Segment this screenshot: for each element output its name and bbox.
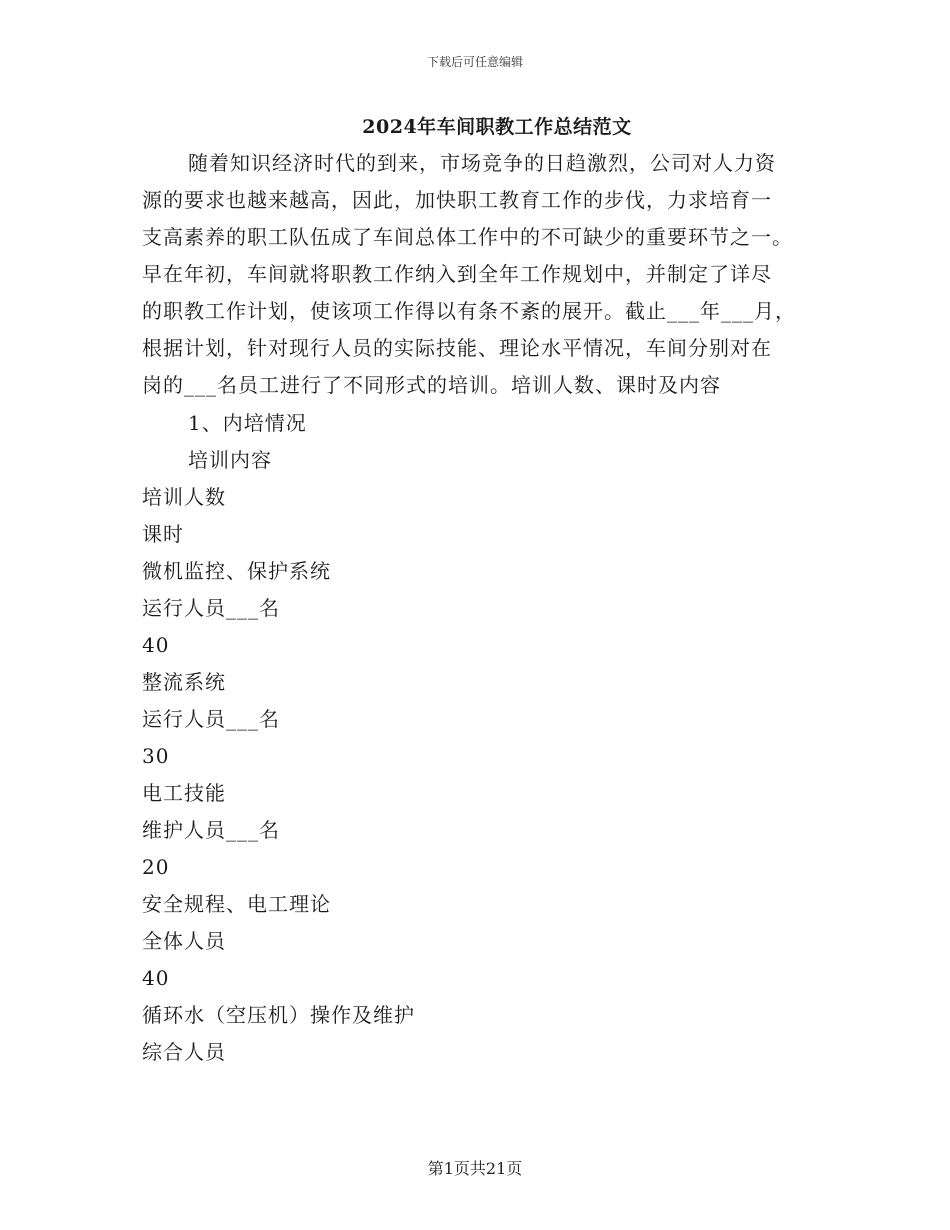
intro-line: 岗的___名员工进行了不同形式的培训。培训人数、课时及内容 <box>142 373 721 397</box>
training-people: 运行人员___名 <box>142 707 280 731</box>
column-heading-people: 培训人数 <box>142 485 226 509</box>
training-hours: 40 <box>142 966 170 990</box>
training-hours: 40 <box>142 633 170 657</box>
page-header: 下载后可任意编辑 <box>426 55 523 69</box>
intro-line: 支高素养的职工队伍成了车间总体工作中的不可缺少的重要环节之一。 <box>142 225 793 249</box>
training-content: 整流系统 <box>142 670 226 694</box>
page-number: 第1页共21页 <box>427 1159 523 1178</box>
document-title: 2024年车间职教工作总结范文 <box>362 116 632 138</box>
intro-paragraph <box>142 145 812 404</box>
intro-line: 早在年初，车间就将职教工作纳入到全年工作规划中，并制定了详尽 <box>142 262 772 286</box>
column-heading-content: 培训内容 <box>188 448 272 472</box>
training-content: 电工技能 <box>142 781 226 805</box>
training-people: 维护人员___名 <box>142 818 280 842</box>
intro-line: 随着知识经济时代的到来，市场竞争的日趋激烈，公司对人力资 <box>188 151 776 175</box>
intro-line: 源的要求也越来越高，因此，加快职工教育工作的步伐，力求培育一 <box>142 188 772 212</box>
training-hours: 30 <box>142 744 170 768</box>
training-content: 安全规程、电工理论 <box>142 892 331 916</box>
training-section <box>142 405 802 1071</box>
training-people: 全体人员 <box>142 929 226 953</box>
training-hours: 20 <box>142 855 170 879</box>
training-people: 综合人员 <box>142 1040 226 1064</box>
training-people: 运行人员___名 <box>142 596 280 620</box>
training-content: 微机监控、保护系统 <box>142 559 331 583</box>
training-content: 循环水（空压机）操作及维护 <box>142 1003 415 1027</box>
intro-line: 根据计划，针对现行人员的实际技能、理论水平情况，车间分别对在 <box>142 336 772 360</box>
column-heading-hours: 课时 <box>142 522 184 546</box>
intro-line: 的职教工作计划，使该项工作得以有条不紊的展开。截止___年___月， <box>142 299 796 323</box>
section-heading: 1、内培情况 <box>188 411 307 435</box>
